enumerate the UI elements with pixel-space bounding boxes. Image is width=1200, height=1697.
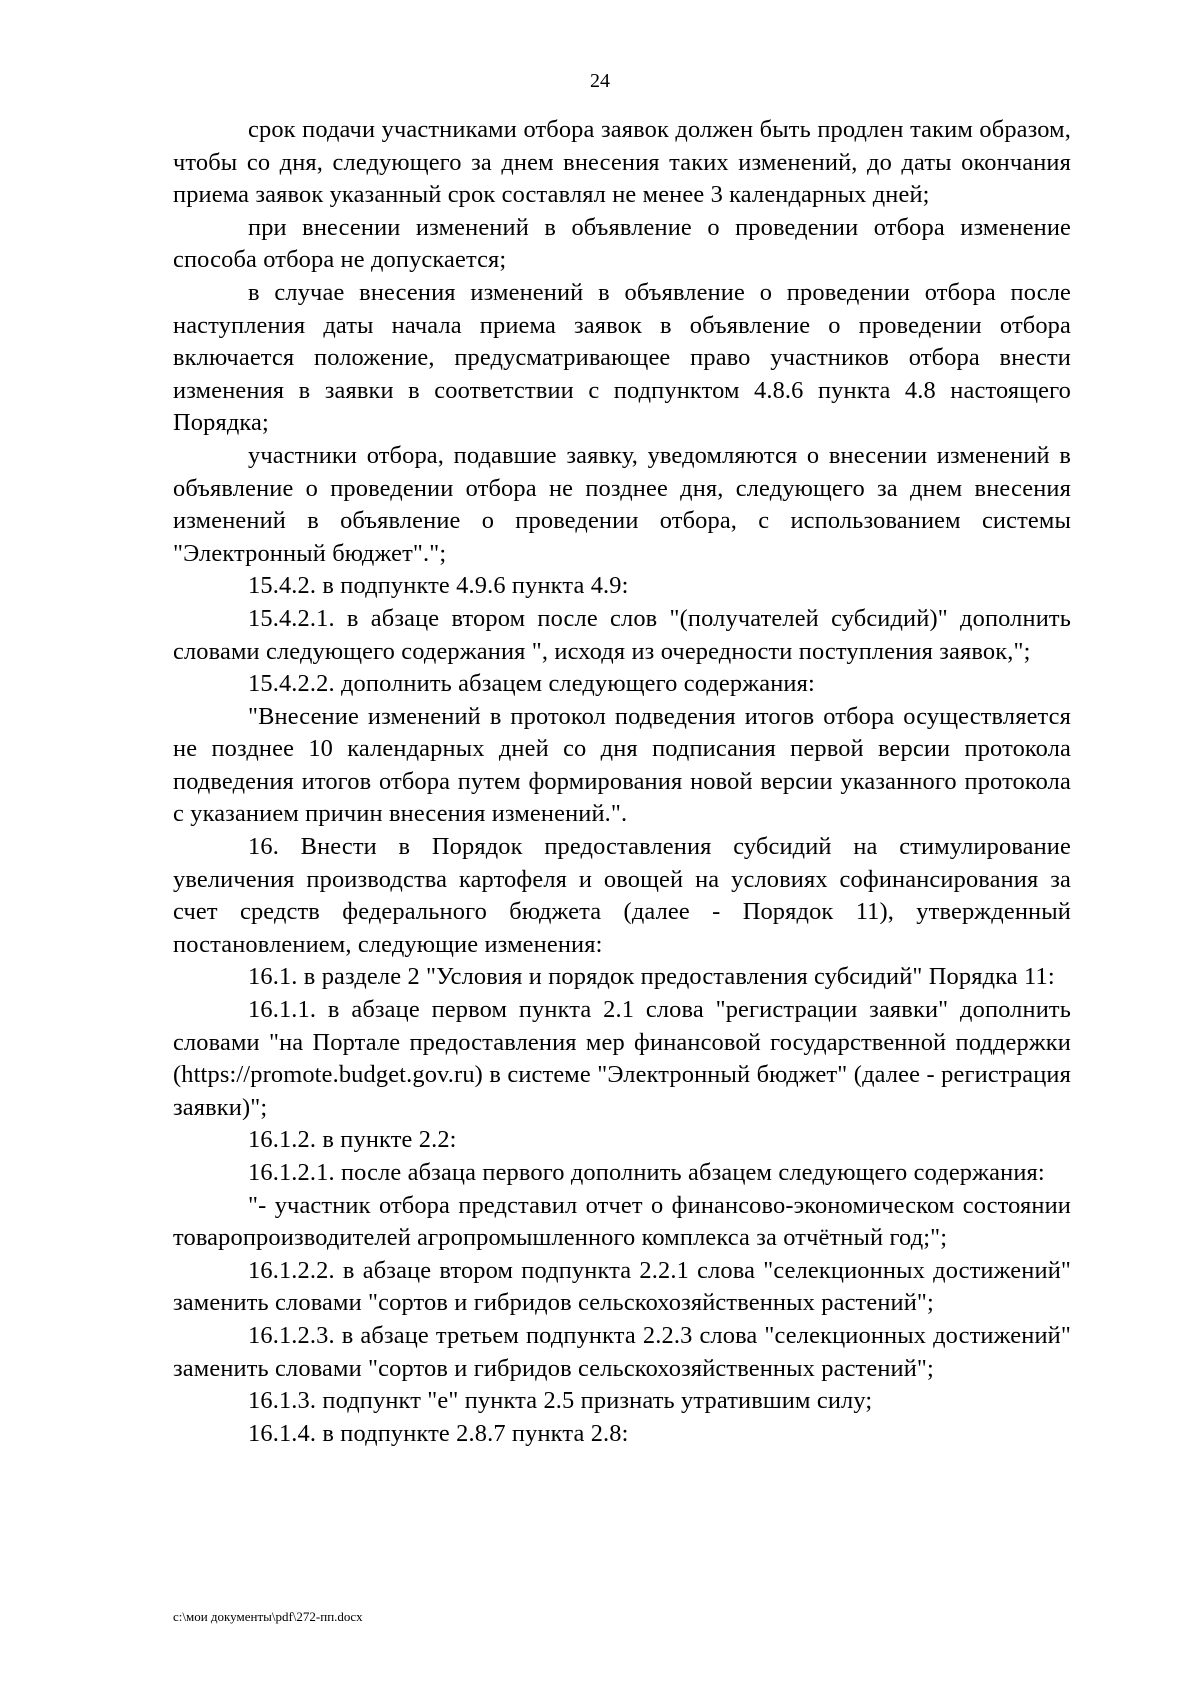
paragraph-6: 15.4.2.1. в абзаце втором после слов "(получателей субсидий)" дополнить словами следующего содержания ", исходя из очередности поступления заявок,"; xyxy=(173,604,1071,665)
paragraph-11: 16.1.1. в абзаце первом пункта 2.1 слова "регистрации заявки" дополнить словами "на Портале предоставления мер финансовой государственной поддержки (https://promote.budget.gov.ru) в системе "Электронный бюджет" (далее - регистрация заявки)"; xyxy=(173,996,1071,1121)
paragraph-18: 16.1.4. в подпункте 2.8.7 пункта 2.8: xyxy=(248,1419,629,1447)
paragraph-15: 16.1.2.2. в абзаце втором подпункта 2.2.1 слова "селекционных достижений" заменить словами "сортов и гибридов сельскохозяйственных растений"; xyxy=(173,1256,1071,1317)
page-number: 24 xyxy=(590,70,610,92)
paragraph-4: участники отбора, подавшие заявку, уведомляются о внесении изменений в объявление о проведении отбора не позднее дня, следующего за днем внесения изменений в объявление о проведении отбора, с использованием системы "Электронный бюджет"."; xyxy=(173,441,1071,567)
paragraph-16: 16.1.2.3. в абзаце третьем подпункта 2.2.3 слова "селекционных достижений" заменить словами "сортов и гибридов сельскохозяйственных растений"; xyxy=(173,1321,1071,1382)
paragraph-3: в случае внесения изменений в объявление о проведении отбора после наступления даты начала приема заявок в объявление о проведении отбора включается положение, предусматривающее право участников отбора внести изменения в заявки в соответствии с подпунктом 4.8.6 пункта 4.8 настоящего Порядка; xyxy=(173,278,1071,437)
paragraph-10: 16.1. в разделе 2 "Условия и порядок предоставления субсидий" Порядка 11: xyxy=(248,963,1055,991)
paragraph-9: 16. Внести в Порядок предоставления субсидий на стимулирование увеличения производства картофеля и овощей на условиях софинансирования за счет средств федерального бюджета (далее - Порядок 11), утвержденный постановлением, следующие изменения: xyxy=(173,833,1071,958)
document-file-path: c:\мои документы\pdf\272-пп.docx xyxy=(173,1609,363,1624)
paragraph-13: 16.1.2.1. после абзаца первого дополнить абзацем следующего содержания: xyxy=(248,1159,1045,1186)
paragraph-5: 15.4.2. в подпункте 4.9.6 пункта 4.9: xyxy=(248,572,629,600)
paragraph-14: "- участник отбора представил отчет о финансово-экономическом состоянии товаропроизводителей агропромышленного комплекса за отчётный год;"; xyxy=(173,1191,1071,1252)
paragraph-7: 15.4.2.2. дополнить абзацем следующего содержания: xyxy=(248,670,815,698)
document-body xyxy=(173,114,1071,1450)
paragraph-1: срок подачи участниками отбора заявок должен быть продлен таким образом, чтобы со дня, следующего за днем внесения таких изменений, до даты окончания приема заявок указанный срок составлял не менее 3 календарных дней; xyxy=(173,116,1071,209)
paragraph-2: при внесении изменений в объявление о проведении отбора изменение способа отбора не допускается; xyxy=(173,213,1071,274)
paragraph-12: 16.1.2. в пункте 2.2: xyxy=(248,1126,457,1154)
paragraph-17: 16.1.3. подпункт "е" пункта 2.5 признать утратившим силу; xyxy=(248,1387,873,1415)
paragraph-8: "Внесение изменений в протокол подведения итогов отбора осуществляется не позднее 10 календарных дней со дня подписания первой версии протокола подведения итогов отбора путем формирования новой версии указанного протокола с указанием причин внесения изменений.". xyxy=(173,702,1071,828)
